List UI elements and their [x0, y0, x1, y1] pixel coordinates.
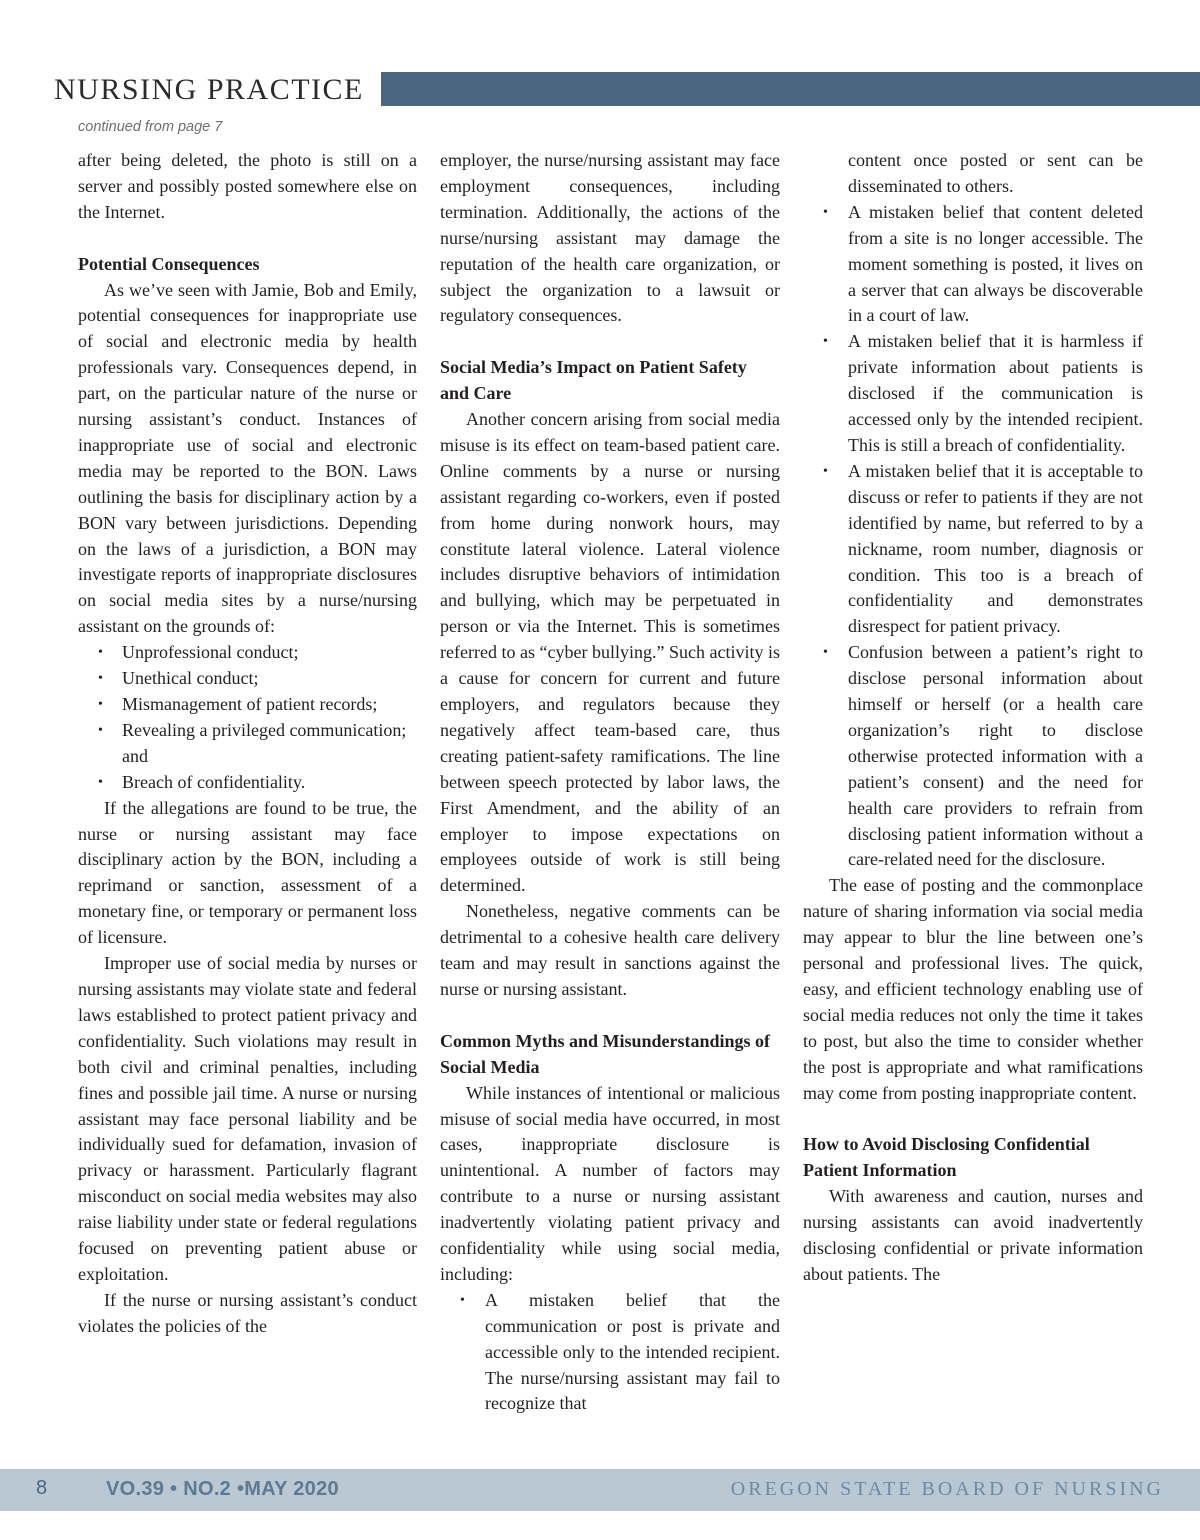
section-title: NURSING PRACTICE	[54, 73, 364, 106]
list-item-continued: content once posted or sent can be disseminated to others.	[848, 150, 1143, 196]
column-2	[440, 148, 780, 1417]
paragraph: after being deleted, the photo is still on a server and possibly posted somewhere else on the Internet.	[78, 150, 417, 222]
myths-list	[803, 200, 1143, 874]
grounds-list	[78, 640, 417, 795]
section-heading: Social Media’s Impact on Patient Safety and Care	[440, 357, 747, 404]
paragraph: The ease of posting and the commonplace nature of sharing information via social media may appear to blur the line between one’s personal and professional lives. The quick, easy, and efficient technology enabling use of social media reduces not only the time it takes to post, but also the time to consider whether the post is appropriate and what ramifications may come from posting inappropriate content.	[803, 875, 1143, 1103]
column-1	[78, 148, 417, 1340]
paragraph: If the nurse or nursing assistant’s conduct violates the policies of the	[78, 1289, 417, 1336]
list-item: • A mistaken belief that it is harmless if private information about patients is disclosed if the communication is accessed only by the intended recipient. This is still a breach of confidentiality.	[803, 329, 1143, 459]
list-item: • Confusion between a patient’s right to disclose personal information about himself or herself (or a health care organization’s right to disclose otherwise protected information with a patient’s consent) and the need for health care providers to refrain from disclosing patient information without a care-related need for the disclosure.	[803, 640, 1143, 873]
paragraph: While instances of intentional or malicious misuse of social media have occurred, in most cases, inappropriate disclosure is unintentional. A number of factors may contribute to a nurse or nursing assistant inadvertently violating patient privacy and confidentiality while using social media, including:	[440, 1082, 780, 1284]
section-heading: Potential Consequences	[78, 253, 260, 274]
list-item: • Breach of confidentiality.	[78, 770, 417, 796]
issue-label: VO.39 • NO.2 •MAY 2020	[106, 1478, 339, 1500]
list-item: • Mismanagement of patient records;	[78, 692, 417, 718]
paragraph: Improper use of social media by nurses or nursing assistants may violate state and federal laws established to protect patient privacy and confidentiality. Such violations may result in both civil and criminal penalties, including fines and possible jail time. A nurse or nursing assistant may face personal liability and be individually sued for defamation, invasion of privacy or harassment. Particularly flagrant misconduct on social media websites may also raise liability under state or federal regulations focused on preventing patient abuse or exploitation.	[78, 953, 417, 1284]
list-item: • A mistaken belief that it is acceptable to discuss or refer to patients if they are not identified by name, but referred to by a nickname, room number, diagnosis or condition. This too is a breach of confidentiality and demonstrates disrespect for patient privacy.	[803, 459, 1143, 640]
list-item: • Unprofessional conduct;	[78, 640, 417, 666]
organization-name: OREGON STATE BOARD OF NURSING	[730, 1478, 1164, 1500]
header-bar	[381, 72, 1200, 106]
paragraph: With awareness and caution, nurses and nursing assistants can avoid inadvertently disclosing confidential or private information about patients. The	[803, 1186, 1143, 1284]
list-item: • A mistaken belief that the communication or post is private and accessible only to the intended recipient. The nurse/nursing assistant may fail to recognize that	[440, 1288, 780, 1418]
list-item: • A mistaken belief that content deleted from a site is no longer accessible. The moment something is posted, it lives on a server that can always be discoverable in a court of law.	[803, 200, 1143, 330]
column-3	[803, 148, 1143, 1288]
myths-list	[440, 1288, 780, 1418]
section-heading: Common Myths and Misunderstandings of Social Media	[440, 1030, 771, 1077]
paragraph: Nonetheless, negative comments can be detrimental to a cohesive health care delivery team and may result in sanctions against the nurse or nursing assistant.	[440, 901, 780, 999]
continued-note: continued from page 7	[78, 119, 223, 135]
list-item: • Unethical conduct;	[78, 666, 417, 692]
page-number: 8	[36, 1477, 48, 1499]
list-item: • Revealing a privileged communication; and	[78, 718, 417, 770]
paragraph: employer, the nurse/nursing assistant may face employment consequences, including termination. Additionally, the actions of the nurse/nursing assistant may damage the reputation of the health care organization, or subject the organization to a lawsuit or regulatory consequences.	[440, 150, 780, 326]
paragraph: If the allegations are found to be true, the nurse or nursing assistant may face disciplinary action by the BON, including a reprimand or sanction, assessment of a monetary fine, or temporary or permanent loss of licensure.	[78, 797, 417, 948]
paragraph: As we’ve seen with Jamie, Bob and Emily, potential consequences for inappropriate use of social and electronic media by health professionals vary. Consequences depend, in part, on the particular nature of the nurse or nursing assistant’s conduct. Instances of inappropriate use of social and electronic media may be reported to the BON. Laws outlining the basis for disciplinary action by a BON vary between jurisdictions. Depending on the laws of a jurisdiction, a BON may investigate reports of inappropriate disclosures on social media sites by a nurse/nursing assistant on the grounds of:	[78, 279, 417, 637]
paragraph: Another concern arising from social media misuse is its effect on team-based patient care. Online comments by a nurse or nursing assistant regarding co-workers, even if posted from home during nonwork hours, may constitute lateral violence. Lateral violence includes disruptive behaviors of intimidation and bullying, which may be perpetuated in person or via the Internet. This is sometimes referred to as “cyber bullying.” Such activity is a cause for concern for current and future employers, and regulators because they negatively affect team-based care, thus creating patient-safety ramifications. The line between speech protected by labor laws, the First Amendment, and the ability of an employer to impose expectations on employees outside of work is still being determined.	[440, 409, 780, 896]
section-heading: How to Avoid Disclosing Confidential Patient Information	[803, 1134, 1090, 1181]
